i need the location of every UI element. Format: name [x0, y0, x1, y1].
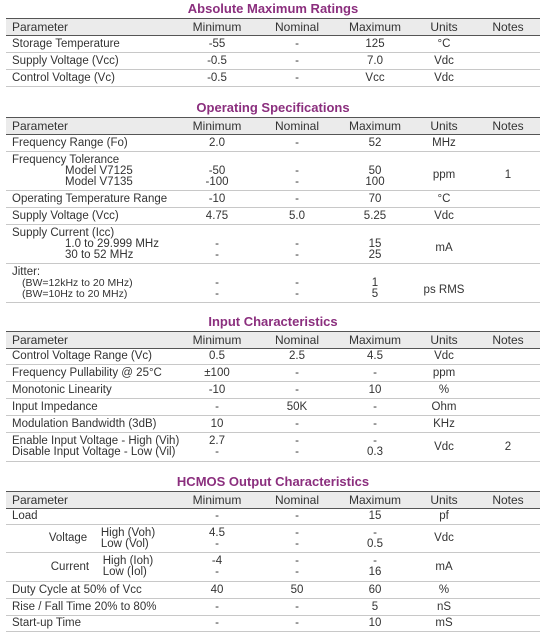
- table-row: [6, 416, 540, 433]
- header-notes: Notes: [492, 492, 524, 507]
- table-header: [6, 117, 540, 135]
- nom-cell: [257, 264, 337, 302]
- notes-cell: [468, 225, 546, 263]
- table-row: [6, 53, 540, 70]
- notes-cell: [468, 135, 546, 151]
- max-cell: 52: [368, 136, 382, 149]
- param-sub-label: High (Voh): [100, 526, 156, 539]
- header-maximum: Maximum: [348, 118, 401, 133]
- table-row: [6, 348, 540, 365]
- header-minimum: Minimum: [192, 118, 242, 133]
- max-cell: -: [373, 400, 377, 413]
- max-cell: 10: [368, 617, 382, 629]
- param-cell: [12, 264, 192, 302]
- notes-cell: [468, 36, 546, 52]
- table-row: [6, 508, 540, 525]
- notes-cell: [468, 525, 546, 552]
- param-cell: Operating Temperature Range: [12, 192, 168, 205]
- header-maximum: Maximum: [348, 19, 401, 34]
- min-value: -: [215, 537, 219, 550]
- min-cell: -: [215, 600, 219, 613]
- units-cell: Vdc: [434, 440, 454, 453]
- min-value: -: [215, 287, 219, 300]
- max-value: 50: [368, 164, 382, 177]
- param-cell: [12, 225, 192, 263]
- nom-cell: -: [295, 509, 299, 522]
- header-notes: Notes: [492, 332, 524, 347]
- max-cell: 4.5: [367, 349, 383, 362]
- header-nominal: Nominal: [274, 19, 319, 34]
- units-cell: Vdc: [434, 349, 454, 362]
- param-label: Current: [50, 560, 90, 573]
- nom-value: -: [295, 237, 299, 250]
- max-value: -: [373, 435, 377, 447]
- header-maximum: Maximum: [348, 492, 401, 507]
- param-cell: Supply Voltage (Vcc): [12, 54, 119, 67]
- header-notes: Notes: [492, 19, 524, 34]
- units-cell: °C: [437, 192, 451, 205]
- table-row: [6, 365, 540, 382]
- param-cell: Load: [12, 509, 38, 522]
- max-value: -: [373, 526, 377, 539]
- min-value: -: [215, 248, 219, 261]
- param-cell: Supply Voltage (Vcc): [12, 209, 119, 222]
- max-value: 16: [368, 566, 382, 578]
- nom-cell: -: [295, 366, 299, 379]
- nom-cell: -: [295, 617, 299, 629]
- nom-value: -: [295, 164, 299, 177]
- param-sub-label: (BW=10Hz to 20 MHz): [22, 287, 128, 300]
- max-cell: 60: [368, 583, 382, 596]
- nom-cell: -: [295, 600, 299, 613]
- section-title-hcmos-output-characteristics: HCMOS Output Characteristics: [176, 474, 370, 489]
- param-cell: Control Voltage (Vc): [12, 71, 115, 84]
- max-value: 0.3: [367, 446, 383, 458]
- notes-cell: [468, 382, 546, 398]
- param-cell: [12, 152, 192, 190]
- param-cell: [12, 433, 192, 461]
- min-cell: -: [215, 617, 219, 629]
- nom-value: -: [295, 566, 299, 578]
- header-nominal: Nominal: [274, 492, 319, 507]
- nom-cell: 2.5: [289, 349, 305, 362]
- min-cell: -0.5: [207, 54, 227, 67]
- min-cell: [177, 553, 257, 581]
- units-cell: mS: [435, 617, 453, 629]
- units-cell: mA: [435, 241, 453, 254]
- table-row: [6, 36, 540, 53]
- units-cell: KHz: [433, 417, 455, 430]
- min-cell: -55: [208, 37, 226, 50]
- param-cell: Frequency Pullability @ 25°C: [12, 366, 162, 379]
- max-cell: 125: [365, 37, 385, 50]
- header-minimum: Minimum: [192, 492, 242, 507]
- header-nominal: Nominal: [274, 118, 319, 133]
- table-row: [6, 433, 540, 462]
- param-cell: Rise / Fall Time 20% to 80%: [12, 600, 157, 613]
- units-cell: Ohm: [431, 400, 457, 413]
- min-value: -100: [205, 175, 229, 188]
- param-sub-label: Low (Vol): [100, 537, 149, 550]
- min-cell: -: [215, 400, 219, 413]
- notes-cell: [468, 399, 546, 415]
- notes-cell: 1: [504, 168, 512, 181]
- nom-value: -: [295, 435, 299, 447]
- min-cell: 40: [210, 583, 224, 596]
- param-cell: Frequency Range (Fo): [12, 136, 128, 149]
- units-cell: °C: [437, 37, 451, 50]
- min-cell: ±100: [204, 366, 230, 379]
- table-row: [6, 582, 540, 599]
- table-row: [6, 525, 540, 553]
- header-parameter: Parameter: [12, 332, 69, 347]
- param-cell: Control Voltage Range (Vc): [12, 349, 152, 362]
- param-sub-label: (BW=12kHz to 20 MHz): [22, 276, 133, 289]
- param-label: Enable Input Voltage - High (Vih): [12, 435, 180, 447]
- table-row: [6, 152, 540, 191]
- notes-cell: [468, 416, 546, 432]
- min-cell: [177, 225, 257, 263]
- min-value: -: [215, 566, 219, 578]
- max-cell: 70: [368, 192, 382, 205]
- table-row: [6, 191, 540, 208]
- table-row: [6, 382, 540, 399]
- table-row: [6, 135, 540, 152]
- units-cell: mA: [435, 560, 453, 573]
- header-nominal: Nominal: [274, 332, 319, 347]
- notes-cell: [468, 53, 546, 69]
- param-cell: [12, 525, 192, 552]
- param-label: Supply Current (Icc): [12, 226, 115, 239]
- units-cell: pf: [439, 509, 449, 522]
- nom-cell: [257, 553, 337, 581]
- max-value: 25: [368, 248, 382, 261]
- param-sub-label: Model V7125: [65, 164, 133, 177]
- param-cell: [12, 553, 192, 581]
- table-row: [6, 399, 540, 416]
- min-value: -: [215, 276, 219, 289]
- max-cell: 10: [368, 383, 382, 396]
- notes-cell: [468, 208, 546, 224]
- section-title-operating-specifications: Operating Specifications: [196, 100, 350, 115]
- min-cell: -10: [208, 383, 226, 396]
- param-label: Frequency Tolerance: [12, 153, 120, 166]
- param-cell: Input Impedance: [12, 400, 98, 413]
- max-value: -: [373, 555, 377, 567]
- min-cell: [177, 433, 257, 461]
- param-label: Disable Input Voltage - Low (Vil): [12, 446, 176, 458]
- header-notes: Notes: [492, 118, 524, 133]
- table-row: [6, 208, 540, 225]
- notes-cell: [468, 582, 546, 598]
- units-cell: MHz: [432, 136, 456, 149]
- min-value: -50: [208, 164, 226, 177]
- max-cell: 5: [371, 600, 379, 613]
- min-cell: -: [215, 509, 219, 522]
- nom-cell: [257, 152, 337, 190]
- max-value: 0.5: [367, 537, 383, 550]
- nom-value: -: [295, 175, 299, 188]
- min-cell: [177, 152, 257, 190]
- nom-cell: [257, 225, 337, 263]
- units-cell: Vdc: [434, 532, 454, 544]
- notes-cell: [468, 191, 546, 207]
- table-row: [6, 616, 540, 632]
- notes-cell: [468, 70, 546, 86]
- units-cell: %: [438, 383, 450, 396]
- nom-cell: -: [295, 383, 299, 396]
- max-value: 5: [371, 287, 379, 300]
- nom-cell: -: [295, 192, 299, 205]
- nom-value: -: [295, 555, 299, 567]
- header-maximum: Maximum: [348, 332, 401, 347]
- min-cell: 0.5: [209, 349, 225, 362]
- min-cell: [177, 264, 257, 302]
- max-cell: 15: [368, 509, 382, 522]
- min-cell: -0.5: [207, 71, 227, 84]
- param-sub-group: [103, 556, 154, 578]
- notes-cell: [468, 365, 546, 381]
- nom-cell: -: [295, 71, 299, 84]
- notes-cell: [468, 553, 546, 581]
- units-cell: Vdc: [434, 209, 454, 222]
- max-cell: 5.25: [363, 209, 387, 222]
- param-sub-label: 30 to 52 MHz: [65, 248, 134, 261]
- max-value: 15: [368, 237, 382, 250]
- nom-cell: -: [295, 54, 299, 67]
- notes-cell: [468, 508, 546, 524]
- nom-value: -: [295, 446, 299, 458]
- header-units: Units: [430, 19, 458, 34]
- param-cell: Storage Temperature: [12, 37, 120, 50]
- min-cell: 10: [210, 417, 224, 430]
- nom-cell: [257, 433, 337, 461]
- min-cell: 2.0: [209, 136, 225, 149]
- min-cell: 4.75: [205, 209, 229, 222]
- units-cell: Vdc: [434, 71, 454, 84]
- table-row: [6, 599, 540, 616]
- header-parameter: Parameter: [12, 19, 69, 34]
- table-header: [6, 18, 540, 36]
- units-cell: %: [438, 583, 450, 596]
- notes-cell: [468, 264, 546, 302]
- header-units: Units: [430, 492, 458, 507]
- units-cell: nS: [436, 600, 452, 613]
- section-title-absolute-maximum-ratings: Absolute Maximum Ratings: [187, 1, 359, 16]
- header-minimum: Minimum: [192, 332, 242, 347]
- min-cell: [177, 525, 257, 552]
- param-cell: Start-up Time: [12, 617, 82, 629]
- param-cell: Monotonic Linearity: [12, 383, 112, 396]
- table-row: [6, 264, 540, 303]
- header-units: Units: [430, 118, 458, 133]
- max-value: 1: [371, 276, 379, 289]
- section-title-input-characteristics: Input Characteristics: [208, 314, 338, 329]
- notes-cell: [468, 616, 546, 631]
- notes-cell: [468, 599, 546, 615]
- nom-cell: -: [295, 417, 299, 430]
- units-cell: ps RMS: [423, 283, 465, 296]
- nom-cell: 5.0: [289, 209, 305, 222]
- header-parameter: Parameter: [12, 118, 69, 133]
- notes-cell: 2: [504, 440, 512, 453]
- max-cell: Vcc: [365, 71, 385, 84]
- param-sub-label: Model V7135: [65, 175, 133, 188]
- min-value: -: [215, 446, 219, 458]
- table-header: [6, 491, 540, 509]
- nom-value: -: [295, 526, 299, 539]
- nom-value: -: [295, 287, 299, 300]
- param-label: Voltage: [48, 532, 88, 544]
- nom-value: -: [295, 276, 299, 289]
- param-sub-label: 1.0 to 29.999 MHz: [65, 237, 159, 250]
- header-minimum: Minimum: [192, 19, 242, 34]
- max-value: 100: [365, 175, 385, 188]
- nom-value: -: [295, 537, 299, 550]
- table-row: [6, 553, 540, 582]
- notes-cell: [468, 348, 546, 364]
- param-sub-label: Low (Iol): [102, 566, 147, 578]
- units-cell: ppm: [432, 168, 456, 181]
- table-row: [6, 225, 540, 264]
- units-cell: ppm: [432, 366, 456, 379]
- min-value: -: [215, 237, 219, 250]
- units-cell: Vdc: [434, 54, 454, 67]
- header-parameter: Parameter: [12, 492, 69, 507]
- nom-cell: -: [295, 37, 299, 50]
- nom-cell: 50K: [286, 400, 308, 413]
- param-label: Jitter:: [12, 265, 41, 278]
- min-value: 2.7: [209, 435, 225, 447]
- header-units: Units: [430, 332, 458, 347]
- param-cell: Duty Cycle at 50% of Vcc: [12, 583, 142, 596]
- max-cell: -: [373, 366, 377, 379]
- max-cell: -: [373, 417, 377, 430]
- min-value: -4: [211, 555, 223, 567]
- table-row: [6, 70, 540, 87]
- param-cell: Modulation Bandwidth (3dB): [12, 417, 157, 430]
- table-header: [6, 331, 540, 349]
- nom-cell: -: [295, 136, 299, 149]
- nom-cell: 50: [290, 583, 304, 596]
- nom-value: -: [295, 248, 299, 261]
- min-value: 4.5: [209, 526, 225, 539]
- param-sub-label: High (Ioh): [102, 555, 154, 567]
- max-cell: 7.0: [367, 54, 383, 67]
- nom-cell: [257, 525, 337, 552]
- min-cell: -10: [208, 192, 226, 205]
- param-sub-group: [101, 528, 155, 550]
